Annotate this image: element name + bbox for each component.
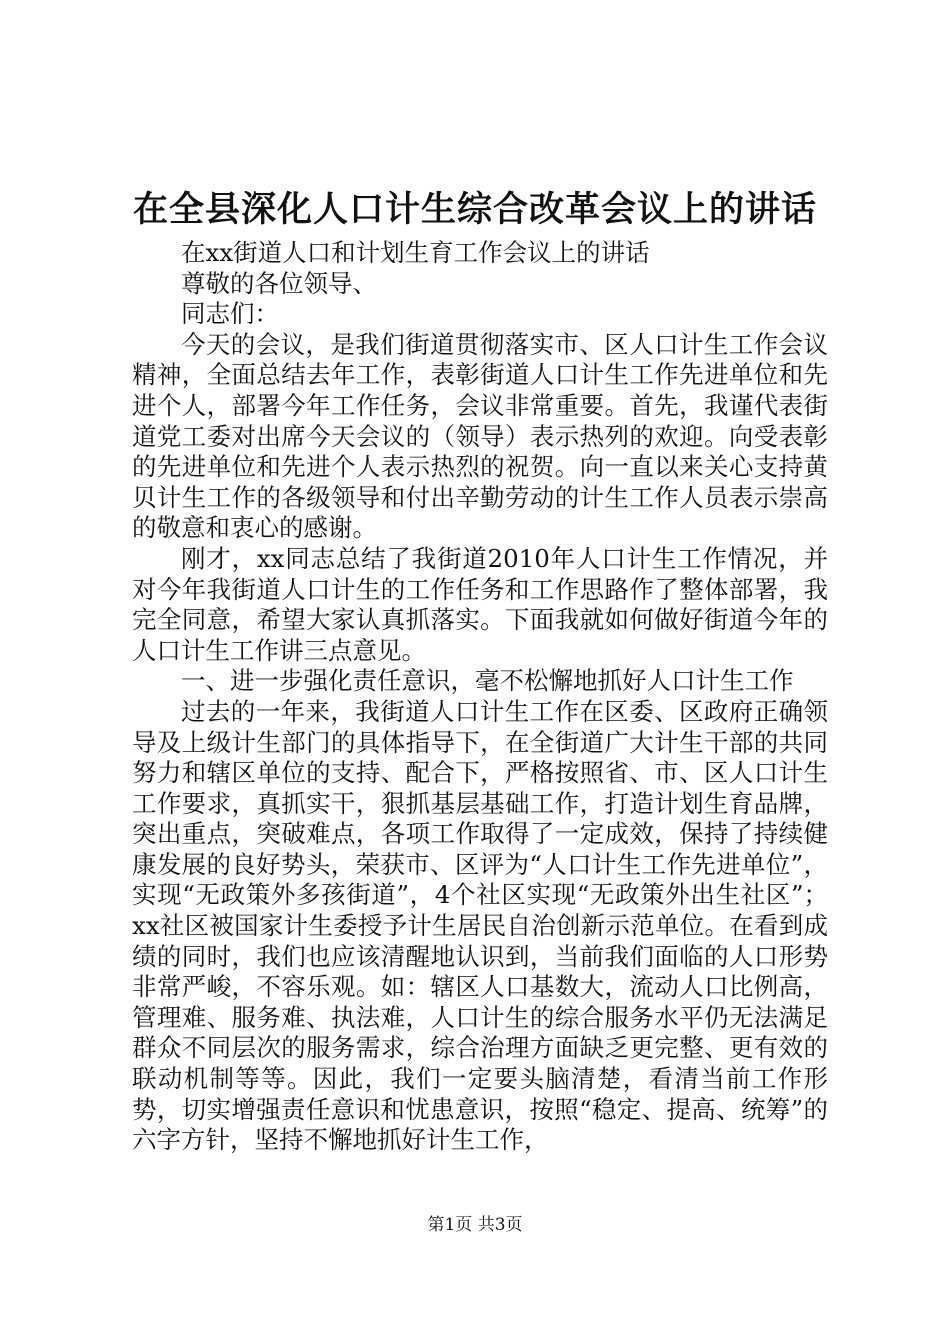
body-paragraph: 刚才，xx同志总结了我街道2010年人口计生工作情况，并对今年我街道人口计生的工作任务和工作思路作了整体部署，我完全同意，希望大家认真抓落实。下面我就如何做好街道今年的人口计生工作讲三点意见。: [132, 543, 828, 665]
body-paragraph: 过去的一年来，我街道人口计生工作在区委、区政府正确领导及上级计生部门的具体指导下，在全街道广大计生干部的共同努力和辖区单位的支持、配合下，严格按照省、市、区人口计生工作要求，真抓实干，狠抓基层基础工作，打造计划生育品牌，突出重点，突破难点，各项工作取得了一定成效，保持了持续健康发展的良好势头，荣获市、区评为“人口计生工作先进单位”，实现“无政策外多孩街道”，4个社区实现“无政策外出生社区”；xx社区被国家计生委授予计生居民自治创新示范单位。在看到成绩的同时，我们也应该清醒地认识到，当前我们面临的人口形势非常严峻，不容乐观。如：辖区人口基数大，流动人口比例高，管理难、服务难、执法难，人口计生的综合服务水平仍无法满足群众不同层次的服务需求，综合治理方面缺乏更完整、更有效的联动机制等等。因此，我们一定要头脑清楚，看清当前工作形势，切实增强责任意识和忧患意识，按照“稳定、提高、统筹”的六字方针，坚持不懈地抓好计生工作，: [132, 696, 828, 1155]
document-title: 在全县深化人口计生综合改革会议上的讲话: [132, 189, 817, 230]
salutation-line-2: 同志们：: [181, 299, 279, 329]
salutation-line-1: 尊敬的各位领导、: [181, 268, 377, 298]
page-footer: 第1页 共3页: [427, 1215, 523, 1235]
body-paragraph: 今天的会议，是我们街道贯彻落实市、区人口计生工作会议精神，全面总结去年工作，表彰街道人口计生工作先进单位和先进个人，部署今年工作任务，会议非常重要。首先，我谨代表街道党工委对出席今天会议的（领导）表示热列的欢迎。向受表彰的先进单位和先进个人表示热烈的祝贺。向一直以来关心支持黄贝计生工作的各级领导和付出辛勤劳动的计生工作人员表示崇高的敬意和衷心的感谢。: [132, 329, 828, 543]
section-heading: 一、进一步强化责任意识，毫不松懈地抓好人口计生工作: [181, 666, 794, 696]
subtitle-line: 在xx街道人口和计划生育工作会议上的讲话: [181, 238, 650, 267]
document-body: [132, 238, 828, 1156]
